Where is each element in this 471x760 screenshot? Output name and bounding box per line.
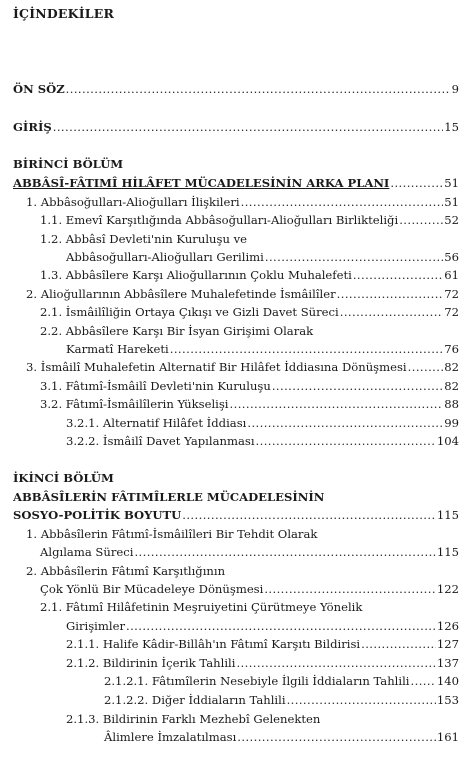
toc-entry-text: 2.1.2. Bildirinin İçerik Tahlili bbox=[66, 656, 236, 670]
toc-entry-text: Algılama Süreci bbox=[40, 545, 134, 559]
leader-dots bbox=[399, 213, 443, 227]
toc-entry-page: 122 bbox=[436, 582, 459, 596]
leader-dots bbox=[256, 434, 436, 448]
toc-entry-text: 1. Abbâsoğulları-Alioğulları İlişkileri bbox=[26, 195, 240, 209]
toc-entry-line1: 1.2. Abbâsî Devleti'nin Kuruluşu ve bbox=[40, 232, 248, 246]
toc-entry[interactable] bbox=[66, 619, 459, 633]
leader-dots bbox=[361, 637, 436, 651]
toc-entry-page: 82 bbox=[444, 379, 459, 393]
toc-entry-text: Âlimlere İmzalatılması bbox=[104, 730, 237, 744]
toc-entry-text: GİRİŞ bbox=[13, 120, 52, 134]
toc-entry-page: 99 bbox=[444, 416, 459, 430]
leader-dots bbox=[411, 674, 436, 688]
toc-entry[interactable] bbox=[40, 305, 459, 319]
toc-entry-page: 115 bbox=[436, 545, 459, 559]
toc-entry[interactable] bbox=[104, 674, 459, 688]
leader-dots bbox=[337, 287, 444, 301]
toc-entry[interactable] bbox=[40, 379, 459, 393]
part-title-line1: ABBÂSÎLERİN FÂTIMÎLERLE MÜCADELESİNİN bbox=[13, 490, 325, 504]
toc-entry-text: Karmatî Hareketi bbox=[66, 342, 169, 356]
toc-entry[interactable] bbox=[104, 693, 459, 707]
toc-entry-page: 61 bbox=[444, 268, 459, 282]
part-heading: BİRİNCİ BÖLÜM bbox=[13, 157, 124, 171]
toc-entry-page: 52 bbox=[444, 213, 459, 227]
toc-entry-page: 115 bbox=[436, 508, 459, 522]
toc-entry-page: 137 bbox=[436, 656, 459, 670]
toc-entry-page: 15 bbox=[444, 120, 459, 134]
toc-entry-text: 1.3. Abbâsîlere Karşı Alioğullarının Çoklu Muhalefeti bbox=[40, 268, 352, 282]
leader-dots bbox=[53, 120, 443, 134]
part-title-entry[interactable] bbox=[13, 176, 459, 190]
toc-entry-page: 76 bbox=[444, 342, 459, 356]
leader-dots bbox=[353, 268, 443, 282]
toc-entry-page: 88 bbox=[444, 397, 459, 411]
toc-entry-page: 72 bbox=[444, 287, 459, 301]
part-title: SOSYO-POLİTİK BOYUTU bbox=[13, 508, 182, 522]
toc-entry-line1: 2.2. Abbâsîlere Karşı Bir İsyan Girişimi Olarak bbox=[40, 324, 314, 338]
leader-dots bbox=[272, 379, 443, 393]
toc-entry-page: 127 bbox=[436, 637, 459, 651]
toc-entry-page: 140 bbox=[436, 674, 459, 688]
page-title: İÇİNDEKİLER bbox=[13, 6, 115, 21]
toc-entry-page: 126 bbox=[436, 619, 459, 633]
leader-dots bbox=[390, 176, 443, 190]
toc-entry-page: 82 bbox=[444, 360, 459, 374]
toc-entry[interactable] bbox=[104, 730, 459, 744]
leader-dots bbox=[236, 656, 435, 670]
toc-entry[interactable] bbox=[26, 360, 459, 374]
leader-dots bbox=[237, 730, 436, 744]
part-title: ABBÂSÎ-FÂTIMÎ HİLÂFET MÜCADELESİNİN ARKA PLANI bbox=[13, 176, 390, 190]
leader-dots bbox=[241, 195, 444, 209]
toc-entry-text: 1.1. Emevî Karşıtlığında Abbâsoğulları-Alioğulları Birlikteliği bbox=[40, 213, 399, 227]
toc-entry-text: ÖN SÖZ bbox=[13, 82, 65, 96]
leader-dots bbox=[134, 545, 435, 559]
toc-entry-page: 153 bbox=[436, 693, 459, 707]
leader-dots bbox=[126, 619, 436, 633]
part-title-entry[interactable] bbox=[13, 508, 459, 522]
leader-dots bbox=[264, 582, 436, 596]
toc-entry-on-soz[interactable] bbox=[13, 82, 459, 96]
leader-dots bbox=[408, 360, 444, 374]
toc-entry[interactable] bbox=[26, 287, 459, 301]
toc-entry-line1: 2. Abbâsîlerin Fâtımî Karşıtlığının bbox=[26, 564, 226, 578]
toc-entry-text: Abbâsoğulları-Alioğulları Gerilimi bbox=[66, 250, 264, 264]
toc-entry[interactable] bbox=[26, 195, 459, 209]
toc-entry-line1: 2.1.3. Bildirinin Farklı Mezhebî Gelenekten bbox=[66, 712, 321, 726]
toc-entry-text: 3.2. Fâtımî-İsmâilîlerin Yükselişi bbox=[40, 397, 229, 411]
toc-entry[interactable] bbox=[66, 416, 459, 430]
leader-dots bbox=[265, 250, 443, 264]
toc-entry[interactable] bbox=[66, 342, 459, 356]
toc-entry-line1: 2.1. Fâtımî Hilâfetinin Meşruiyetini Çürütmeye Yönelik bbox=[40, 600, 363, 614]
toc-entry[interactable] bbox=[40, 268, 459, 282]
toc-entry[interactable] bbox=[66, 250, 459, 264]
toc-entry[interactable] bbox=[40, 582, 459, 596]
leader-dots bbox=[170, 342, 443, 356]
toc-entry-giris[interactable] bbox=[13, 120, 459, 134]
toc-entry[interactable] bbox=[40, 213, 459, 227]
part-heading: İKİNCİ BÖLÜM bbox=[13, 471, 114, 485]
toc-entry-page: 9 bbox=[451, 82, 459, 96]
leader-dots bbox=[230, 397, 444, 411]
toc-entry-page: 51 bbox=[444, 176, 459, 190]
toc-entry-page: 56 bbox=[444, 250, 459, 264]
toc-entry[interactable] bbox=[66, 637, 459, 651]
toc-entry-page: 51 bbox=[444, 195, 459, 209]
toc-entry-text: 3. İsmâilî Muhalefetin Alternatif Bir Hilâfet İddiasına Dönüşmesi bbox=[26, 360, 407, 374]
toc-entry-line1: 1. Abbâsîlerin Fâtımî-İsmâilîleri Bir Tehdit Olarak bbox=[26, 527, 318, 541]
leader-dots bbox=[287, 693, 436, 707]
leader-dots bbox=[340, 305, 443, 319]
leader-dots bbox=[247, 416, 443, 430]
toc-entry[interactable] bbox=[66, 656, 459, 670]
toc-entry-text: 3.2.1. Alternatif Hilâfet İddiası bbox=[66, 416, 247, 430]
leader-dots bbox=[66, 82, 451, 96]
toc-entry-text: 2.1.1. Halife Kâdir-Billâh'ın Fâtımî Karşıtı Bildirisi bbox=[66, 637, 361, 651]
toc-entry[interactable] bbox=[40, 397, 459, 411]
toc-entry[interactable] bbox=[40, 545, 459, 559]
toc-entry[interactable] bbox=[66, 434, 459, 448]
toc-entry-text: Girişimler bbox=[66, 619, 125, 633]
toc-entry-text: 2.1. İsmâilîliğin Ortaya Çıkışı ve Gizli Davet Süreci bbox=[40, 305, 339, 319]
toc-entry-text: 3.2.2. İsmâilî Davet Yapılanması bbox=[66, 434, 255, 448]
toc-entry-text: 3.1. Fâtımî-İsmâilî Devleti'nin Kuruluşu bbox=[40, 379, 271, 393]
toc-entry-text: Çok Yönlü Bir Mücadeleye Dönüşmesi bbox=[40, 582, 264, 596]
toc-entry-page: 72 bbox=[444, 305, 459, 319]
toc-entry-text: 2.1.2.2. Diğer İddiaların Tahlili bbox=[104, 693, 286, 707]
toc-entry-page: 104 bbox=[436, 434, 459, 448]
toc-entry-page: 161 bbox=[436, 730, 459, 744]
toc-entry-text: 2.1.2.1. Fâtımîlerin Nesebiyle İlgili İddiaların Tahlili bbox=[104, 674, 410, 688]
toc-entry-text: 2. Alioğullarının Abbâsîlere Muhalefetinde İsmâilîler bbox=[26, 287, 336, 301]
leader-dots bbox=[182, 508, 436, 522]
